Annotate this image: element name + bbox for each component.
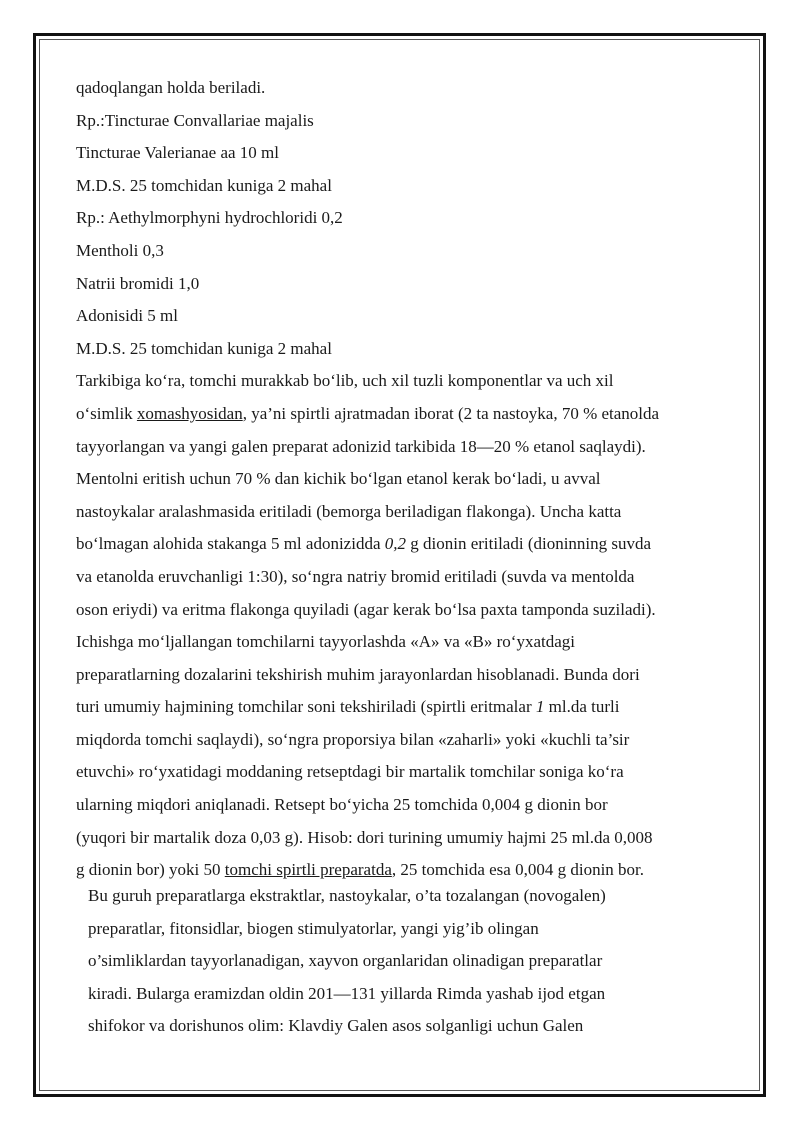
recipe-line: Adonisidi 5 ml [76,306,179,326]
text-run: g dionin eritiladi (dioninning suvda [406,534,652,554]
recipe-line: Tincturae Valerianae aa 10 ml [76,143,279,163]
text-run: ml.da turli [544,697,620,717]
paragraph-line: oson eriydi) va eritma flakonga quyiladi (agar kerak boʻlsa paxta tamponda suziladi). [76,599,656,619]
italic-text: 0,2 [384,534,406,554]
indented-line: kiradi. Bulargа eramizdan oldin 201—131 yillarda Rimda yashab ijod etgan [88,983,606,1003]
paragraph-line: (yuqori bir martalik doza 0,03 g). Hisob: dori turining umumiy hajmi 25 ml.da 0,008 [76,827,653,847]
text-run: boʻlmagan alohida stakanga 5 ml adonizidda [76,534,385,554]
text-run: turi umumiy hajmining tomchilar soni tekshiriladi (spirtli eritmalar [76,697,536,717]
recipe-line: Mentholi 0,3 [76,240,164,260]
indented-line: shifokor va dorishunos olim: Klavdiy Galen asos solganligi uchun Galen [88,1016,584,1036]
paragraph-line: preparatlarning dozalarini tekshirish muhim jarayonlardan hisoblanadi. Bunda dori [76,664,640,684]
recipe-line: Rp.: Aethylmorphyni hydrochloridi 0,2 [76,208,343,228]
indented-line: Bu guruh preparatlarga ekstraktlar, nastoykalar, o’ta tozalangan (novogalen) [88,886,606,905]
indented-line: preparatlar, fitonsidlar, biogen stimulyatorlar, yangi yig’ib olingan [88,918,539,938]
recipe-line: M.D.S. 25 tomchidan kuniga 2 mahal [76,175,332,195]
paragraph-line: Tarkibiga koʻra, tomchi murakkab boʻlib, uch xil tuzli komponentlar va uch xil [76,371,614,391]
text-run: , ya’ni spirtli ajratmadan iborat (2 ta nastoyka, 70 % etanolda [242,403,660,423]
indented-line: o’simliklardan tayyorlanadigan, xayvon organlaridan olinadigan preparatlar [88,951,603,971]
paragraph-line: tayyorlangan va yangi galen preparat adonizid tarkibida 18—20 % etanol saqlaydi). [76,436,646,456]
document-body [76,72,726,887]
text-run: g dionin bor) yoki 50 [76,860,225,880]
recipe-line: M.D.S. 25 tomchidan kuniga 2 mahal [76,338,332,358]
underlined-text: tomchi spirtli preparatda [224,860,392,880]
paragraph-line [76,398,726,431]
paragraph-line: va etanolda eruvchanligi 1:30), soʻngra natriy bromid eritiladi (suvda va mentolda [76,566,635,586]
paragraph-line [76,528,726,561]
underlined-text: xomashyosidan [136,403,243,423]
paragraph-line: miqdorda tomchi saqlaydi), soʻngra proporsiya bilan «zaharli» yoki «kuchli ta’sir [76,729,630,749]
paragraph-line: nastoykalar aralashmasida eritiladi (bemorga beriladigan flakonga). Uncha katta [76,501,622,521]
paragraph-line: ularning miqdori aniqlanadi. Retsept boʻyicha 25 tomchida 0,004 g dionin bor [76,795,608,815]
recipe-line: Rp.:Tincturae Convallariae majalis [76,110,314,130]
text-run: oʻsimlik [76,403,137,423]
italic-text: 1 [535,697,545,717]
paragraph-line [76,691,726,724]
recipe-line: qadoqlangan holda beriladi. [76,78,266,97]
paragraph-line: Ichishga moʻljallangan tomchilarni tayyorlashda «A» va «B» roʻyxatdagi [76,632,576,652]
indented-paragraph [88,880,708,1043]
text-run: , 25 tomchida esa 0,004 g dionin bor. [391,860,645,880]
paragraph-line: Mentolni eritish uchun 70 % dan kichik boʻlgan etanol kerak boʻladi, u avval [76,469,601,489]
paragraph-line: etuvchi» roʻyxatidagi moddaning retseptdagi bir martalik tomchilar soniga koʻra [76,762,624,782]
recipe-line: Natrii bromidi 1,0 [76,273,200,293]
